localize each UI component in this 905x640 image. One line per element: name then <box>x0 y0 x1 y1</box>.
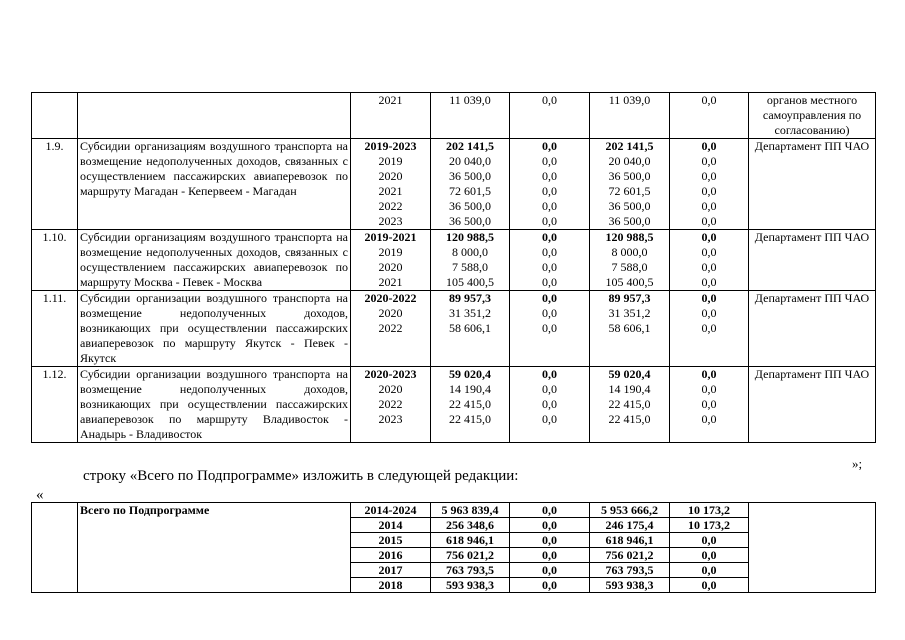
total-value: 72 601,5 <box>449 184 491 198</box>
okrug-value: 7 588,0 <box>611 260 648 274</box>
total-value: 11 039,0 <box>449 93 491 107</box>
local-cell <box>670 139 749 230</box>
okrug-value: 36 500,0 <box>608 169 651 183</box>
local-value: 0,0 <box>701 578 717 592</box>
total-value: 202 141,5 <box>446 139 494 153</box>
executor-cell: органов местного самоуправления по согласованию) <box>749 93 876 139</box>
total-value: 36 500,0 <box>449 169 491 183</box>
local-value: 0,0 <box>701 367 717 381</box>
item-number: 1.12. <box>32 367 78 443</box>
total-value: 5 963 839,4 <box>431 503 509 518</box>
okrug-value: 756 021,2 <box>590 548 669 563</box>
local-value: 0,0 <box>701 169 717 183</box>
okrug-value: 246 175,4 <box>590 518 669 533</box>
years-cell <box>351 367 431 443</box>
years-value: 2015 <box>351 533 430 548</box>
years-cell <box>351 503 431 593</box>
table-row <box>32 230 876 291</box>
total-cell <box>431 139 510 230</box>
local-cell <box>670 93 749 139</box>
fed-value: 0,0 <box>510 533 589 548</box>
okrug-value: 22 415,0 <box>608 412 651 426</box>
local-cell <box>670 367 749 443</box>
federal-value: 0,0 <box>542 93 557 107</box>
total-table <box>31 502 876 593</box>
okrug-value: 20 040,0 <box>608 154 651 168</box>
local-cell <box>670 291 749 367</box>
total-cell <box>431 93 510 139</box>
item-number: 1.11. <box>32 291 78 367</box>
federal-value: 0,0 <box>542 139 557 153</box>
total-value: 89 957,3 <box>449 291 491 305</box>
fed-value: 0,0 <box>510 548 589 563</box>
federal-value: 0,0 <box>542 382 557 396</box>
okrug-cell <box>590 367 670 443</box>
total-value: 593 938,3 <box>446 578 494 592</box>
years-value: 2018 <box>378 578 403 592</box>
federal-value: 0,0 <box>542 199 557 213</box>
okrug-value: 11 039,0 <box>608 93 651 107</box>
federal-value: 0,0 <box>542 367 557 381</box>
okrug-value: 58 606,1 <box>608 321 651 335</box>
total-value: 31 351,2 <box>449 306 491 320</box>
year-value: 2020-2023 <box>364 367 417 381</box>
executor-cell: Департамент ПП ЧАО <box>749 367 876 443</box>
subsidies-table <box>31 92 876 443</box>
total-value: 120 988,5 <box>446 230 494 244</box>
fed-value: 0,0 <box>510 503 589 518</box>
year-value: 2021 <box>378 93 403 107</box>
local-value: 0,0 <box>701 184 717 198</box>
okrug-value: 593 938,3 <box>605 578 654 592</box>
okrug-value: 105 400,5 <box>605 275 654 289</box>
total-cell <box>431 291 510 367</box>
year-value: 2020-2022 <box>364 291 417 305</box>
item-description: Субсидии организациям воздушного транспорта на возмещение недополученных доходов, связанных с осуществлением пассажирских авиаперевозок по маршруту Москва - Певек - Москва <box>78 230 351 291</box>
instruction-text: строку «Всего по Подпрограмме» изложить в следующей редакции: <box>83 468 519 484</box>
okrug-cell <box>590 139 670 230</box>
total-value: 58 606,1 <box>449 321 491 335</box>
okrug-cell <box>590 230 670 291</box>
year-value: 2019 <box>378 245 403 259</box>
federal-value: 0,0 <box>542 291 557 305</box>
total-row <box>32 503 876 593</box>
total-cell <box>431 230 510 291</box>
federal-value: 0,0 <box>542 214 557 228</box>
year-value: 2021 <box>378 275 403 289</box>
federal-value: 0,0 <box>542 306 557 320</box>
item-number: 1.10. <box>32 230 78 291</box>
federal-value: 0,0 <box>542 184 557 198</box>
okrug-cell <box>590 93 670 139</box>
total-cell <box>431 503 510 593</box>
total-value: 618 946,1 <box>431 533 509 548</box>
item-number <box>32 93 78 139</box>
federal-value: 0,0 <box>542 275 557 289</box>
federal-value: 0,0 <box>542 412 557 426</box>
local-cell <box>670 230 749 291</box>
local-value: 0,0 <box>701 382 717 396</box>
okrug-value: 59 020,4 <box>608 367 651 381</box>
okrug-value: 14 190,4 <box>608 382 651 396</box>
years-value: 2014 <box>351 518 430 533</box>
year-value: 2020 <box>378 260 403 274</box>
years-value: 2016 <box>351 548 430 563</box>
federal-cell <box>510 93 590 139</box>
subsidies-table-body <box>32 93 876 443</box>
fed-value: 0,0 <box>542 578 557 592</box>
local-value: 0,0 <box>701 230 717 244</box>
okrug-value: 8 000,0 <box>611 245 648 259</box>
opening-quote-mark: « <box>36 487 44 503</box>
local-cell <box>670 503 749 593</box>
federal-value: 0,0 <box>542 230 557 244</box>
year-value: 2023 <box>378 214 403 228</box>
item-description: Субсидии организациям воздушного транспорта на возмещение недополученных доходов, связанных с осуществлением пассажирских авиаперевозок по маршруту Магадан - Кепервеем - Магадан <box>78 139 351 230</box>
year-value: 2022 <box>378 397 403 411</box>
local-value: 0,0 <box>701 306 717 320</box>
total-label: Всего по Подпрограмме <box>78 503 351 593</box>
year-value: 2023 <box>378 412 403 426</box>
fed-value: 0,0 <box>510 518 589 533</box>
federal-value: 0,0 <box>542 154 557 168</box>
years-value: 2017 <box>351 563 430 578</box>
total-value: 7 588,0 <box>452 260 488 274</box>
years-cell <box>351 291 431 367</box>
local-value: 0,0 <box>701 412 717 426</box>
item-description <box>78 93 351 139</box>
item-description: Субсидии организации воздушного транспорта на возмещение недополученных доходов, возникающих при осуществлении пассажирских авиаперевозок по маршруту Якутск - Певек - Якутск <box>78 291 351 367</box>
year-value: 2020 <box>378 382 403 396</box>
federal-cell <box>510 367 590 443</box>
local-value: 0,0 <box>701 139 717 153</box>
local-value: 0,0 <box>701 199 717 213</box>
year-value: 2020 <box>378 306 403 320</box>
executor-cell: Департамент ПП ЧАО <box>749 230 876 291</box>
total-value: 105 400,5 <box>446 275 494 289</box>
total-value: 36 500,0 <box>449 199 491 213</box>
executor-cell: Департамент ПП ЧАО <box>749 139 876 230</box>
local-value: 0,0 <box>701 291 717 305</box>
year-value: 2019-2021 <box>364 230 417 244</box>
okrug-value: 763 793,5 <box>590 563 669 578</box>
okrug-value: 31 351,2 <box>608 306 651 320</box>
local-value: 10 173,2 <box>670 503 748 518</box>
okrug-value: 36 500,0 <box>608 199 651 213</box>
item-description: Субсидии организации воздушного транспорта на возмещение недополученных доходов, возникающих при осуществлении пассажирских авиаперевозок по маршруту Владивосток - Анадырь - Владивосток <box>78 367 351 443</box>
federal-value: 0,0 <box>542 321 557 335</box>
local-value: 0,0 <box>701 397 717 411</box>
federal-value: 0,0 <box>542 169 557 183</box>
local-value: 0,0 <box>701 245 717 259</box>
years-cell <box>351 93 431 139</box>
local-value: 0,0 <box>670 563 748 578</box>
year-value: 2020 <box>378 169 403 183</box>
table-row <box>32 139 876 230</box>
local-value: 0,0 <box>670 533 748 548</box>
total-value: 36 500,0 <box>449 214 491 228</box>
federal-value: 0,0 <box>542 260 557 274</box>
okrug-value: 5 953 666,2 <box>590 503 669 518</box>
federal-cell <box>510 230 590 291</box>
okrug-value: 72 601,5 <box>608 184 651 198</box>
item-number <box>32 503 78 593</box>
total-value: 8 000,0 <box>452 245 488 259</box>
year-value: 2021 <box>378 184 403 198</box>
executor-cell <box>749 503 876 593</box>
okrug-value: 89 957,3 <box>608 291 651 305</box>
table-row <box>32 93 876 139</box>
okrug-value: 618 946,1 <box>590 533 669 548</box>
table-row <box>32 367 876 443</box>
local-value: 0,0 <box>670 548 748 563</box>
year-value: 2022 <box>378 199 403 213</box>
okrug-cell <box>590 291 670 367</box>
years-cell <box>351 230 431 291</box>
okrug-value: 36 500,0 <box>608 214 651 228</box>
total-value: 22 415,0 <box>449 397 491 411</box>
closing-quote-mark: »; <box>852 456 863 471</box>
okrug-value: 202 141,5 <box>605 139 654 153</box>
year-value: 2019 <box>378 154 403 168</box>
federal-value: 0,0 <box>542 397 557 411</box>
total-value: 763 793,5 <box>431 563 509 578</box>
federal-cell <box>510 291 590 367</box>
okrug-value: 120 988,5 <box>605 230 654 244</box>
okrug-cell <box>590 503 670 593</box>
table-row <box>32 291 876 367</box>
total-value: 756 021,2 <box>431 548 509 563</box>
local-value: 0,0 <box>701 260 717 274</box>
item-number: 1.9. <box>32 139 78 230</box>
total-cell <box>431 367 510 443</box>
local-value: 0,0 <box>701 214 717 228</box>
federal-value: 0,0 <box>542 245 557 259</box>
federal-cell <box>510 139 590 230</box>
year-value: 2019-2023 <box>364 139 417 153</box>
total-value: 14 190,4 <box>449 382 491 396</box>
local-value: 0,0 <box>701 275 717 289</box>
total-table-body <box>32 503 876 593</box>
executor-cell: Департамент ПП ЧАО <box>749 291 876 367</box>
years-value: 2014-2024 <box>351 503 430 518</box>
fed-cell <box>510 503 590 593</box>
local-value: 0,0 <box>701 154 717 168</box>
local-value: 0,0 <box>701 93 717 107</box>
okrug-value: 22 415,0 <box>608 397 651 411</box>
fed-value: 0,0 <box>510 563 589 578</box>
local-value: 0,0 <box>701 321 717 335</box>
total-value: 20 040,0 <box>449 154 491 168</box>
years-cell <box>351 139 431 230</box>
year-value: 2022 <box>378 321 403 335</box>
total-value: 256 348,6 <box>431 518 509 533</box>
total-value: 59 020,4 <box>449 367 491 381</box>
total-value: 22 415,0 <box>449 412 491 426</box>
local-value: 10 173,2 <box>670 518 748 533</box>
